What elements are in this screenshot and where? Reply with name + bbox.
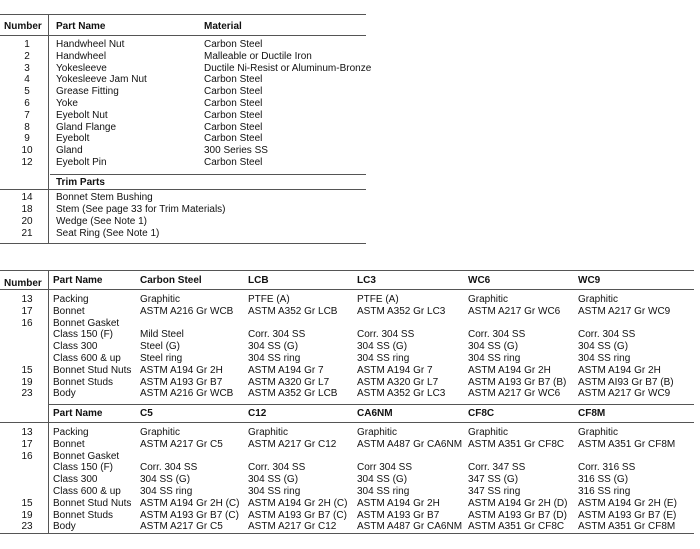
part-name: Class 600 & up bbox=[53, 486, 121, 497]
row-number: 23 bbox=[21, 521, 33, 533]
material-column-header: LCB bbox=[248, 275, 269, 286]
material-cell: 304 SS ring bbox=[248, 486, 301, 497]
material-cell: ASTM A216 Gr WCB bbox=[140, 305, 234, 317]
part-name: Handwheel bbox=[56, 50, 107, 62]
row-number: 18 bbox=[21, 204, 33, 215]
material-cell: Corr. 316 SS bbox=[578, 462, 636, 474]
material-cell: Graphitic bbox=[578, 427, 619, 438]
material-cell: 304 SS ring bbox=[578, 353, 631, 364]
row-number: 4 bbox=[24, 74, 30, 86]
row-number: 3 bbox=[24, 62, 30, 74]
material-cell: ASTM A217 Gr C12 bbox=[248, 438, 337, 450]
material: 300 Series SS bbox=[204, 145, 268, 157]
material-cell: 304 SS ring bbox=[140, 486, 193, 497]
material-cell: PTFE (A) bbox=[357, 294, 399, 305]
material-cell: ASTM A194 Gr 2H bbox=[357, 497, 440, 509]
material-cell: Steel (G) bbox=[140, 341, 181, 353]
material-cell: Graphitic bbox=[578, 294, 619, 305]
material-cell: ASTM A193 Gr B7 (D) bbox=[468, 509, 567, 521]
material-cell: ASTM A194 Gr 7 bbox=[248, 364, 324, 376]
material-header: Material bbox=[204, 21, 242, 32]
material-cell: ASTM A487 Gr CA6NM bbox=[357, 438, 463, 450]
material-cell: Graphitic bbox=[468, 427, 509, 438]
material-cell: ASTM A194 Gr 2H (C) bbox=[140, 497, 240, 509]
part-name: Bonnet Stud Nuts bbox=[53, 497, 132, 509]
part-name: Bonnet Studs bbox=[53, 376, 114, 388]
material: Malleable or Ductile Iron bbox=[204, 50, 312, 62]
row-number: 21 bbox=[21, 228, 33, 239]
divider bbox=[0, 533, 694, 534]
part-name: Yokesleeve bbox=[56, 62, 107, 74]
material-cell: ASTM A194 Gr 2H bbox=[140, 364, 223, 376]
part-name: Seat Ring (See Note 1) bbox=[56, 228, 160, 239]
material-column-header: C5 bbox=[140, 408, 153, 419]
material-column-header: CF8M bbox=[578, 408, 606, 419]
material-cell: Corr. 304 SS bbox=[248, 462, 306, 474]
material-cell: Mild Steel bbox=[140, 329, 184, 341]
material: Carbon Steel bbox=[204, 157, 263, 168]
row-number: 19 bbox=[21, 509, 33, 521]
part-name: Packing bbox=[53, 294, 89, 305]
material: Carbon Steel bbox=[204, 86, 263, 98]
material-cell: ASTM A194 Gr 2H bbox=[578, 364, 661, 376]
row-number: 9 bbox=[24, 133, 30, 145]
material-cell: 316 SS ring bbox=[578, 486, 631, 497]
part-name: Gland bbox=[56, 145, 83, 157]
part-name: Handwheel Nut bbox=[56, 39, 125, 50]
material-cell: ASTM A351 Gr CF8C bbox=[468, 438, 565, 450]
row-number: 20 bbox=[21, 216, 33, 227]
material-cell: 304 SS (G) bbox=[248, 474, 299, 486]
part-name: Bonnet bbox=[53, 438, 85, 450]
material-cell: ASTM A217 Gr WC9 bbox=[578, 388, 671, 400]
material-column-header: C12 bbox=[248, 408, 267, 419]
material-cell: Steel ring bbox=[140, 353, 183, 364]
material-cell: Corr 304 SS bbox=[357, 462, 413, 474]
column-divider bbox=[48, 14, 49, 243]
part-name: Wedge (See Note 1) bbox=[56, 216, 147, 227]
material-column-header: WC9 bbox=[578, 275, 601, 286]
row-number: 15 bbox=[21, 497, 33, 509]
material-cell: ASTM A352 Gr LCB bbox=[248, 305, 338, 317]
part-name: Body bbox=[53, 388, 76, 400]
part-name: Grease Fitting bbox=[56, 86, 119, 98]
material-cell: 304 SS (G) bbox=[248, 341, 299, 353]
material-cell: ASTM A193 Gr B7 (C) bbox=[140, 509, 239, 521]
row-number: 2 bbox=[24, 50, 30, 62]
material-cell: ASTM A194 Gr 2H (C) bbox=[248, 497, 348, 509]
material-cell: ASTM AI93 Gr B7 (B) bbox=[578, 376, 674, 388]
row-number: 8 bbox=[24, 121, 30, 133]
part-name: Bonnet Gasket bbox=[53, 450, 120, 462]
part-name: Bonnet bbox=[53, 305, 85, 317]
material: Carbon Steel bbox=[204, 133, 263, 145]
material: Carbon Steel bbox=[204, 121, 263, 133]
material-cell: Graphitic bbox=[248, 427, 289, 438]
material-cell: ASTM A217 Gr C12 bbox=[248, 521, 337, 533]
row-number: 12 bbox=[21, 157, 33, 168]
trim-parts-title: Trim Parts bbox=[56, 177, 105, 188]
material-cell: 304 SS (G) bbox=[140, 474, 191, 486]
divider bbox=[0, 35, 366, 36]
material-cell: ASTM A487 Gr CA6NM bbox=[357, 521, 463, 533]
material-cell: Corr. 304 SS bbox=[357, 329, 415, 341]
material-cell: 304 SS (G) bbox=[357, 474, 408, 486]
part-name: Packing bbox=[53, 427, 89, 438]
part-name: Eyebolt bbox=[56, 133, 90, 145]
divider bbox=[48, 404, 694, 405]
row-number: 13 bbox=[21, 427, 33, 438]
material-cell: ASTM A193 Gr B7 (C) bbox=[248, 509, 347, 521]
material-cell: 304 SS ring bbox=[468, 353, 521, 364]
part-name-header: Part Name bbox=[53, 408, 103, 419]
divider bbox=[50, 174, 366, 175]
material-cell: ASTM A193 Gr B7 bbox=[140, 376, 223, 388]
material-cell: ASTM A351 Gr CF8M bbox=[578, 521, 676, 533]
part-name: Eyebolt Nut bbox=[56, 109, 108, 121]
part-name: Bonnet Stem Bushing bbox=[56, 192, 153, 203]
row-number: 5 bbox=[24, 86, 30, 98]
part-name: Body bbox=[53, 521, 76, 533]
material-cell: Corr. 304 SS bbox=[248, 329, 306, 341]
material-cell: ASTM A194 Gr 2H bbox=[468, 364, 551, 376]
row-number: 10 bbox=[21, 145, 33, 157]
part-name: Class 150 (F) bbox=[53, 462, 114, 474]
material-cell: Graphitic bbox=[140, 427, 181, 438]
row-number: 7 bbox=[24, 109, 30, 121]
material-cell: ASTM A320 Gr L7 bbox=[248, 376, 330, 388]
material-cell: ASTM A194 Gr 2H (E) bbox=[578, 497, 677, 509]
material-column-header: WC6 bbox=[468, 275, 491, 286]
material-cell: ASTM A194 Gr 2H (D) bbox=[468, 497, 568, 509]
material-cell: Corr. 304 SS bbox=[140, 462, 198, 474]
number-header: Number bbox=[4, 278, 42, 289]
material-cell: Corr. 304 SS bbox=[578, 329, 636, 341]
material-column-header: Carbon Steel bbox=[140, 275, 202, 286]
divider bbox=[0, 422, 694, 423]
material-cell: ASTM A217 Gr WC6 bbox=[468, 388, 561, 400]
row-number: 17 bbox=[21, 305, 33, 317]
row-number: 1 bbox=[24, 39, 30, 50]
material: Carbon Steel bbox=[204, 39, 263, 50]
material: Carbon Steel bbox=[204, 98, 263, 109]
material-cell: ASTM A194 Gr 7 bbox=[357, 364, 433, 376]
material-cell: ASTM A320 Gr L7 bbox=[357, 376, 439, 388]
material-cell: ASTM A193 Gr B7 (B) bbox=[468, 376, 567, 388]
material-cell: PTFE (A) bbox=[248, 294, 290, 305]
material-cell: Graphitic bbox=[140, 294, 181, 305]
row-number: 16 bbox=[21, 450, 33, 462]
part-name: Yoke bbox=[56, 98, 78, 109]
material-cell: ASTM A217 Gr C5 bbox=[140, 521, 223, 533]
part-name: Stem (See page 33 for Trim Materials) bbox=[56, 204, 226, 215]
part-name: Yokesleeve Jam Nut bbox=[56, 74, 147, 86]
material-cell: Corr. 347 SS bbox=[468, 462, 526, 474]
divider bbox=[0, 14, 366, 15]
material-cell: 304 SS ring bbox=[248, 353, 301, 364]
material-cell: 347 SS ring bbox=[468, 486, 521, 497]
material: Carbon Steel bbox=[204, 109, 263, 121]
divider bbox=[0, 243, 366, 244]
row-number: 6 bbox=[24, 98, 30, 109]
material-cell: 304 SS ring bbox=[357, 486, 410, 497]
part-name-header: Part Name bbox=[53, 275, 103, 286]
material-cell: ASTM A352 Gr LC3 bbox=[357, 305, 446, 317]
material-cell: 304 SS (G) bbox=[578, 341, 629, 353]
row-number: 14 bbox=[21, 192, 33, 203]
part-name-header: Part Name bbox=[56, 21, 106, 32]
material-cell: 316 SS (G) bbox=[578, 474, 629, 486]
material-column-header: LC3 bbox=[357, 275, 376, 286]
material-cell: ASTM A351 Gr CF8M bbox=[578, 438, 676, 450]
row-number: 17 bbox=[21, 438, 33, 450]
material-cell: 304 SS (G) bbox=[357, 341, 408, 353]
row-number: 19 bbox=[21, 376, 33, 388]
row-number: 13 bbox=[21, 294, 33, 305]
material-cell: ASTM A216 Gr WCB bbox=[140, 388, 234, 400]
material: Carbon Steel bbox=[204, 74, 263, 86]
material-cell: ASTM A352 Gr LCB bbox=[248, 388, 338, 400]
row-number: 16 bbox=[21, 317, 33, 329]
material: Ductile Ni-Resist or Aluminum-Bronze bbox=[204, 62, 372, 74]
material-cell: 304 SS (G) bbox=[468, 341, 519, 353]
part-name: Class 600 & up bbox=[53, 353, 121, 364]
part-name: Bonnet Gasket bbox=[53, 317, 120, 329]
divider bbox=[0, 189, 366, 190]
material-column-header: CA6NM bbox=[357, 408, 393, 419]
material-cell: ASTM A217 Gr C5 bbox=[140, 438, 223, 450]
row-number: 15 bbox=[21, 364, 33, 376]
number-header: Number bbox=[4, 21, 42, 32]
column-divider bbox=[48, 270, 49, 533]
part-name: Bonnet Stud Nuts bbox=[53, 364, 132, 376]
part-name: Eyebolt Pin bbox=[56, 157, 107, 168]
material-cell: ASTM A352 Gr LC3 bbox=[357, 388, 446, 400]
part-name: Class 150 (F) bbox=[53, 329, 114, 341]
material-cell: Corr. 304 SS bbox=[468, 329, 526, 341]
material-cell: ASTM A193 Gr B7 bbox=[357, 509, 440, 521]
material-cell: ASTM A193 Gr B7 (E) bbox=[578, 509, 677, 521]
material-cell: Graphitic bbox=[357, 427, 398, 438]
material-column-header: CF8C bbox=[468, 408, 495, 419]
part-name: Class 300 bbox=[53, 474, 98, 486]
material-cell: 347 SS (G) bbox=[468, 474, 519, 486]
part-name: Gland Flange bbox=[56, 121, 117, 133]
material-cell: 304 SS ring bbox=[357, 353, 410, 364]
divider bbox=[0, 270, 694, 271]
material-cell: ASTM A217 Gr WC6 bbox=[468, 305, 561, 317]
material-cell: ASTM A217 Gr WC9 bbox=[578, 305, 671, 317]
divider bbox=[0, 289, 694, 290]
part-name: Class 300 bbox=[53, 341, 98, 353]
material-cell: ASTM A351 Gr CF8C bbox=[468, 521, 565, 533]
row-number: 23 bbox=[21, 388, 33, 400]
part-name: Bonnet Studs bbox=[53, 509, 114, 521]
material-cell: Graphitic bbox=[468, 294, 509, 305]
